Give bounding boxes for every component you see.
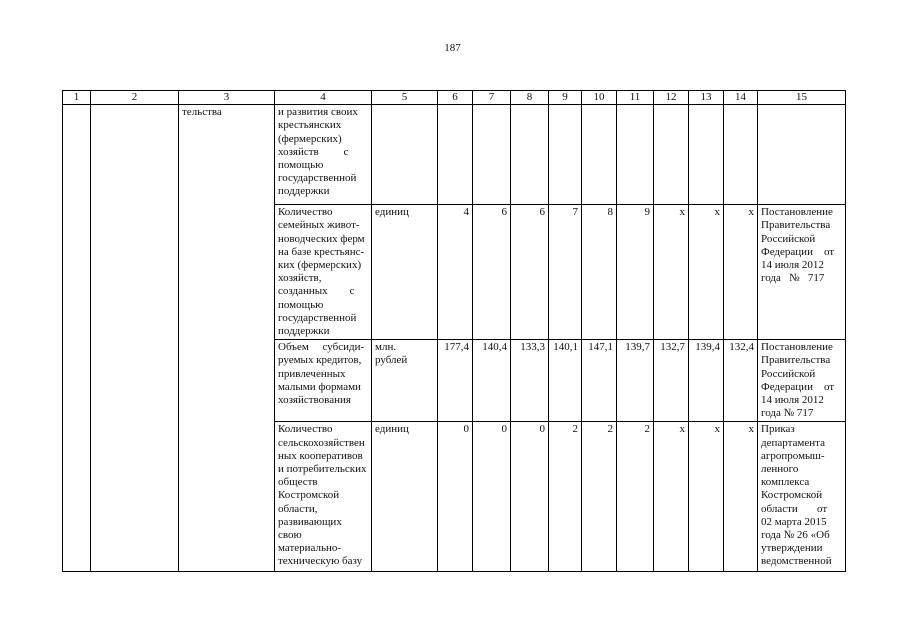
- indicator-line: ных кооперативов: [278, 449, 363, 462]
- value-cell: 139,7: [617, 340, 654, 422]
- indicator-line: и развития своих: [278, 106, 358, 119]
- basis-cell: [758, 422, 846, 572]
- basis-line: Постановление: [761, 341, 833, 354]
- unit-cell: [372, 422, 438, 572]
- basis-cell: [758, 340, 846, 422]
- basis-cell: [758, 205, 846, 340]
- unit-cell: [372, 105, 438, 205]
- cell-col3: [179, 105, 275, 572]
- column-number: 6: [438, 91, 473, 105]
- indicator-line: (фермерских): [278, 132, 342, 145]
- indicator-line: привлеченных: [278, 367, 346, 380]
- indicator-line: Количество: [278, 206, 333, 219]
- basis-line: Постановление: [761, 206, 833, 219]
- column-number: 2: [91, 91, 179, 105]
- column-number: 4: [275, 91, 372, 105]
- value-cell: [582, 105, 617, 205]
- column-number: 5: [372, 91, 438, 105]
- basis-line: года № 26 «Об: [761, 529, 830, 542]
- value-cell: х: [724, 205, 758, 340]
- value-cell: 6: [511, 205, 549, 340]
- basis-line: Правительства: [761, 219, 831, 232]
- unit-cell: [372, 205, 438, 340]
- value-cell: х: [689, 205, 724, 340]
- basis-line: ведомственной: [761, 555, 832, 568]
- value-cell: х: [689, 422, 724, 572]
- unit-line: единиц: [375, 206, 409, 219]
- column-number: 14: [724, 91, 758, 105]
- value-cell: 132,4: [724, 340, 758, 422]
- basis-line: Федерации от: [761, 245, 835, 258]
- column-number: 12: [654, 91, 689, 105]
- indicator-line: помощью: [278, 298, 324, 311]
- value-cell: 133,3: [511, 340, 549, 422]
- value-cell: х: [654, 422, 689, 572]
- indicator-line: материально-: [278, 542, 342, 555]
- indicator-line: на базе крестьянс-: [278, 245, 365, 258]
- unit-line: рублей: [375, 354, 408, 367]
- basis-line: Костромской: [761, 489, 823, 502]
- indicator-line: созданных с: [278, 285, 355, 298]
- col3-text: тельства: [182, 106, 222, 119]
- indicator-line: области,: [278, 502, 318, 515]
- indicator-line: семейных живот-: [278, 219, 360, 232]
- value-cell: [511, 105, 549, 205]
- value-cell: х: [654, 205, 689, 340]
- basis-line: Российской: [761, 367, 816, 380]
- value-cell: 8: [582, 205, 617, 340]
- column-number: 7: [473, 91, 511, 105]
- indicator-line: развивающих: [278, 515, 342, 528]
- basis-line: комплекса: [761, 476, 810, 489]
- indicator-line: Количество: [278, 423, 333, 436]
- value-cell: 6: [473, 205, 511, 340]
- basis-line: Федерации от: [761, 380, 835, 393]
- value-cell: 9: [617, 205, 654, 340]
- column-number-row: [63, 91, 846, 105]
- cell-col1: [63, 105, 91, 572]
- value-cell: 147,1: [582, 340, 617, 422]
- column-number: 11: [617, 91, 654, 105]
- column-number: 8: [511, 91, 549, 105]
- page-number: 187: [444, 42, 461, 54]
- indicator-line: Костромской: [278, 489, 340, 502]
- indicator-line: новодческих ферм: [278, 232, 365, 245]
- indicator-cell: [275, 205, 372, 340]
- value-cell: 139,4: [689, 340, 724, 422]
- program-indicators-table: [62, 90, 846, 572]
- value-cell: [617, 105, 654, 205]
- unit-line: единиц: [375, 423, 409, 436]
- indicator-line: поддержки: [278, 325, 330, 338]
- indicator-line: хозяйств,: [278, 272, 322, 285]
- value-cell: 140,1: [549, 340, 582, 422]
- value-cell: [549, 105, 582, 205]
- basis-line: Российской: [761, 232, 816, 245]
- indicator-line: поддержки: [278, 185, 330, 198]
- column-number: 3: [179, 91, 275, 105]
- indicator-line: государственной: [278, 172, 357, 185]
- column-number: 9: [549, 91, 582, 105]
- indicator-line: хозяйствования: [278, 394, 351, 407]
- basis-line: года № 717: [761, 407, 814, 420]
- indicator-line: обществ: [278, 476, 318, 489]
- column-number: 15: [758, 91, 846, 105]
- basis-line: 14 июля 2012: [761, 259, 824, 272]
- value-cell: 140,4: [473, 340, 511, 422]
- value-cell: 2: [549, 422, 582, 572]
- indicator-line: ких (фермерских): [278, 259, 362, 272]
- indicator-line: свою: [278, 529, 302, 542]
- value-cell: [689, 105, 724, 205]
- basis-line: 14 июля 2012: [761, 394, 824, 407]
- value-cell: 7: [549, 205, 582, 340]
- indicator-cell: [275, 105, 372, 205]
- value-cell: 0: [473, 422, 511, 572]
- indicator-line: малыми формами: [278, 380, 361, 393]
- indicator-line: техническую базу: [278, 555, 363, 568]
- value-cell: 0: [511, 422, 549, 572]
- cell-col2: [91, 105, 179, 572]
- value-cell: 2: [582, 422, 617, 572]
- value-cell: [654, 105, 689, 205]
- indicator-line: и потребительских: [278, 463, 367, 476]
- indicator-cell: [275, 340, 372, 422]
- basis-line: Правительства: [761, 354, 831, 367]
- basis-line: года № 717: [761, 272, 825, 285]
- basis-line: департамента: [761, 436, 825, 449]
- indicator-line: хозяйств с: [278, 145, 349, 158]
- value-cell: [724, 105, 758, 205]
- indicator-line: руемых кредитов,: [278, 354, 362, 367]
- unit-cell: [372, 340, 438, 422]
- value-cell: [438, 105, 473, 205]
- basis-cell: [758, 105, 846, 205]
- basis-line: агропромыш-: [761, 449, 825, 462]
- basis-line: утверждении: [761, 542, 823, 555]
- indicator-line: Объем субсиди-: [278, 341, 365, 354]
- value-cell: 132,7: [654, 340, 689, 422]
- basis-line: Приказ: [761, 423, 795, 436]
- value-cell: [473, 105, 511, 205]
- column-number: 13: [689, 91, 724, 105]
- column-number: 1: [63, 91, 91, 105]
- basis-line: ленного: [761, 463, 799, 476]
- indicator-line: сельскохозяйствен: [278, 436, 365, 449]
- value-cell: 0: [438, 422, 473, 572]
- indicator-line: крестьянских: [278, 119, 342, 132]
- indicator-line: государственной: [278, 311, 357, 324]
- column-number: 10: [582, 91, 617, 105]
- indicator-cell: [275, 422, 372, 572]
- unit-line: млн.: [375, 341, 397, 354]
- table-row-continuation: [63, 105, 846, 205]
- basis-line: 02 марта 2015: [761, 515, 827, 528]
- value-cell: 4: [438, 205, 473, 340]
- basis-line: области от: [761, 502, 828, 515]
- value-cell: 2: [617, 422, 654, 572]
- value-cell: х: [724, 422, 758, 572]
- indicator-line: помощью: [278, 159, 324, 172]
- value-cell: 177,4: [438, 340, 473, 422]
